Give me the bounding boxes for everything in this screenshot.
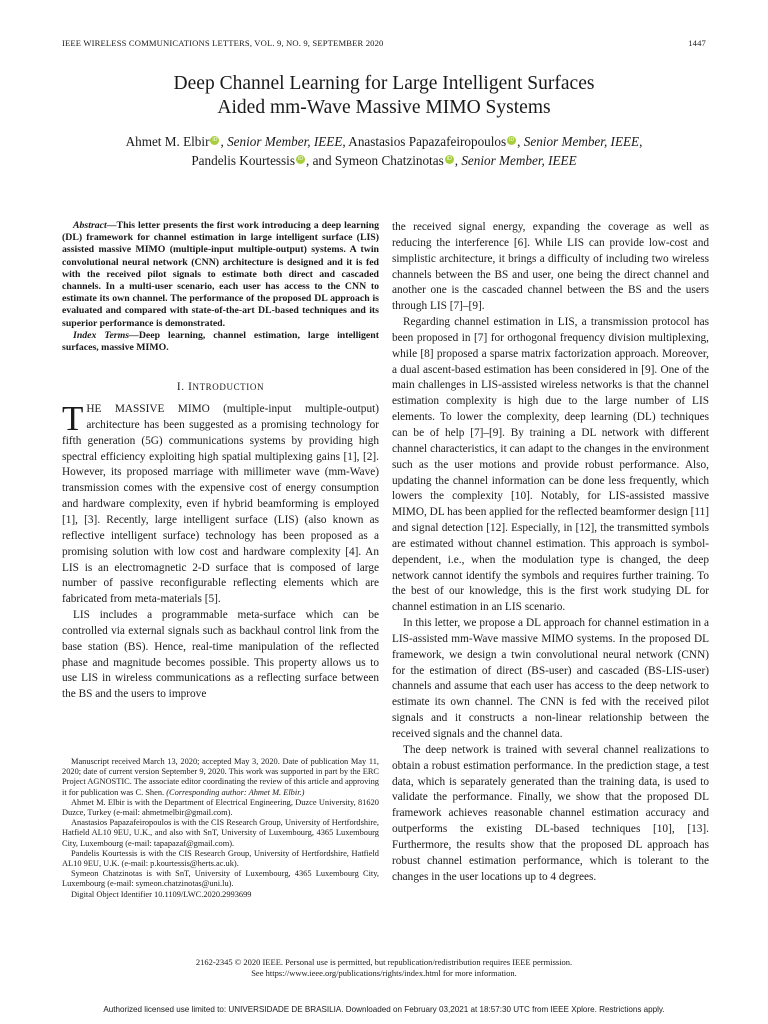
corresponding-author: (Corresponding author: Ahmet M. Elbir.) xyxy=(166,787,305,797)
author-line-2: Pandelis Kourtessis iD , and Symeon Chatzinotas iD , Senior Member, IEEE xyxy=(191,153,577,168)
right-column xyxy=(392,220,709,885)
author-grade: Senior Member, IEEE xyxy=(461,153,577,168)
orcid-icon[interactable]: iD xyxy=(297,156,304,162)
orcid-icon[interactable]: iD xyxy=(212,137,218,143)
index-terms-label: Index Terms— xyxy=(73,329,139,341)
paper-title xyxy=(62,72,706,120)
title-line-1: Deep Channel Learning for Large Intelligent Surfaces xyxy=(173,73,595,94)
abstract xyxy=(62,220,379,330)
page-number: 1447 xyxy=(688,38,706,48)
index-terms xyxy=(62,330,379,354)
author-grade: Senior Member, IEEE xyxy=(523,134,640,149)
left-column xyxy=(62,220,379,703)
orcid-icon[interactable]: iD xyxy=(509,137,515,143)
footnote-kourtessis: Pandelis Kourtessis is with the CIS Research Group, University of Hertfordshire, Hatfield AL10 9EU, U.K. (e-mail: p.kourtessis@herts.ac.uk). xyxy=(62,848,379,869)
footnote-doi: Digital Object Identifier 10.1109/LWC.2020.2993699 xyxy=(71,889,252,899)
copyright-notice xyxy=(62,957,706,979)
title-line-2: Aided mm-Wave Massive MIMO Systems xyxy=(217,97,551,118)
author-kourtessis: Pandelis Kourtessis xyxy=(191,153,295,168)
orcid-icon[interactable]: iD xyxy=(446,156,452,162)
author-chatzinotas: Symeon Chatzinotas xyxy=(334,153,444,168)
footnote-manuscript: Manuscript received March 13, 2020; accepted May 3, 2020. Date of publication May 11, 2020; date of current version September 9, 2020. This work was supported in part by the ERC Project AGNOSTIC. The associate editor coordinating the review of this article and approving it for publication was C. Shen. (Corresponding author: Ahmet M. Elbir.) xyxy=(62,757,379,797)
section-heading-introduction: I. INTRODUCTION xyxy=(176,381,265,394)
copyright-line-2: See https://www.ieee.org/publications/rights/index.html for more information. xyxy=(251,968,517,978)
abstract-text: This letter presents the first work introducing a deep learning (DL) framework for channel estimation in large intelligent surface (LIS) assisted massive MIMO (multiple-input multiple-output) systems. A twin convolutional neural network (CNN) architecture is designed and it is fed with the received pilot signals to estimate both direct and cascaded channels. In a multi-user scenario, each user has access to the CNN to estimate its own channel. The performance of the proposed DL approach is evaluated and compared with state-of-the-art DL-based techniques and its superior performance is demonstrated. xyxy=(62,220,379,329)
right-paragraph-2: Regarding channel estimation in LIS, a transmission protocol has been proposed in [7] for orthogonal frequency division multiplexing, while [8] proposed a sparse matrix factorization approach. Moreover, a dual ascent-based estimation has been considered in [9]. One of the main challenges in LIS-assisted wireless networks is that the channel estimation complexity is high due to the large number of LIS elements. To lower the complexity, deep learning (DL) techniques can be of help [7]–[9]. By training a DL network with different channel characteristics, it can adapt to the changes in the environment such as the user motions and provide robust performance. Also, updating the channel information can be done less frequently, which lowers the complexity [10]. Notably, for LIS-assisted massive MIMO, DL has been applied for the reflected beamformer design [11] and signal detection [12]. Especially, in [12], the transmitted symbols are estimated without channel estimation. This approach is symbol-dependent, i.e., when the modulation type is changed, the deep network cannot identify the symbols and requires further training. To the best of our knowledge, this is the first work studying DL for channel estimation in an LIS scenario. xyxy=(392,316,709,614)
index-terms-text: Deep learning, channel estimation, large intelligent surfaces, massive MIMO. xyxy=(62,329,379,354)
footnotes xyxy=(62,757,379,900)
author-line-1: Ahmet M. Elbir iD , Senior Member, IEEE, Anastasios Papazafeiropoulos iD , Senior Member, IEEE, xyxy=(125,134,643,149)
right-paragraph-1: the received signal energy, expanding the coverage as well as reducing the interference [6]. While LIS can provide low-cost and simplistic architecture, it brings a difficulty of including two wireless channels between the BS and user, one being the direct channel and another one is the cascaded channel between the BS and the users through LIS [7]–[9]. xyxy=(392,221,709,313)
intro-paragraph-1: THE MASSIVE MIMO (multiple-input multiple-output) architecture has been suggested as a promising technology for fifth generation (5G) communications systems by providing high spectral efficiency exploiting high spatial multiplexing gains [1], [2]. However, its proposed marriage with millimeter wave (mm-Wave) transmission comes with the expensive cost of energy consumption and hardware complexity, even if hybrid beamforming is employed [1], [3]. Recently, large intelligent surface (LIS) (also known as reflective intelligent surface) technology has been proposed as a promising solution with low cost and hardware complexity [4]. An LIS is an electromagnetic 2-D surface that is composed of large number of passive reconfigurable reflecting elements which are fabricated from meta-materials [5]. xyxy=(62,399,379,606)
authorized-use-notice: Authorized licensed use limited to: UNIVERSIDADE DE BRASILIA. Downloaded on February 03,2021 at 18:57:30 UTC from IEEE Xplore. Restrictions apply. xyxy=(103,1005,665,1014)
footnote-chatzinotas: Symeon Chatzinotas is with SnT, University of Luxembourg, 4365 Luxembourg City, Luxembourg (e-mail: symeon.chatzinotas@uni.lu). xyxy=(62,869,379,889)
right-paragraph-3: In this letter, we propose a DL approach for channel estimation in a LIS-assisted mm-Wave massive MIMO systems. In the proposed DL framework, we design a twin convolutional neural network (CNN) for the estimation of direct (BS-user) and cascaded (BS-LIS-user) channels and assume that each user has access to the deep network to estimate its own channel. The CNN is fed with the received pilot signals and it constructs a non-linear relationship between the received signals and the channel data. xyxy=(392,617,709,740)
author-list xyxy=(62,132,706,170)
author-elbir: Ahmet M. Elbir xyxy=(125,134,210,149)
journal-info: IEEE WIRELESS COMMUNICATIONS LETTERS, VOL. 9, NO. 9, SEPTEMBER 2020 xyxy=(62,38,384,48)
drop-cap: T xyxy=(62,399,84,439)
footnote-elbir: Ahmet M. Elbir is with the Department of Electrical Engineering, Duzce University, 81620 Duzce, Turkey (e-mail: ahmetmelbir@gmail.com). xyxy=(62,797,379,818)
right-paragraph-4: The deep network is trained with several channel realizations to obtain a robust estimation performance. In the prediction stage, a test data, which is separately generated than the training data, is used to validate the performance. Finally, we show that the proposed DL framework achieves reasonable channel estimation accuracy and outperforms the existing DL-based techniques [10], [13]. Furthermore, the results show that the proposed DL approach has robust channel estimation performance, which is tolerant to the changes in the user locations up to 4 degrees. xyxy=(392,743,709,883)
footnote-papazafeiropoulos: Anastasios Papazafeiropoulos is with the CIS Research Group, University of Hertfordshire, Hatfield AL10 9EU, U.K., and also with SnT, University of Luxembourg, 4365 Luxembourg City, Luxembourg (e-mail: tapapazaf@gmail.com). xyxy=(62,818,379,848)
author-grade: Senior Member, IEEE xyxy=(227,134,343,149)
intro-paragraph-2: LIS includes a programmable meta-surface which can be controlled via external signals such as backhaul control link from the base station (BS). Hence, real-time manipulation of the reflected phase and magnitude becomes possible. This property allows us to use LIS in wireless communications as a reflecting surface between the BS and the users to improve xyxy=(62,609,379,701)
author-papazafeiropoulos: Anastasios Papazafeiropoulos xyxy=(348,134,507,149)
abstract-label: Abstract— xyxy=(73,220,117,231)
running-header xyxy=(62,38,706,52)
copyright-line-1: 2162-2345 © 2020 IEEE. Personal use is permitted, but republication/redistribution requires IEEE permission. xyxy=(195,957,573,967)
